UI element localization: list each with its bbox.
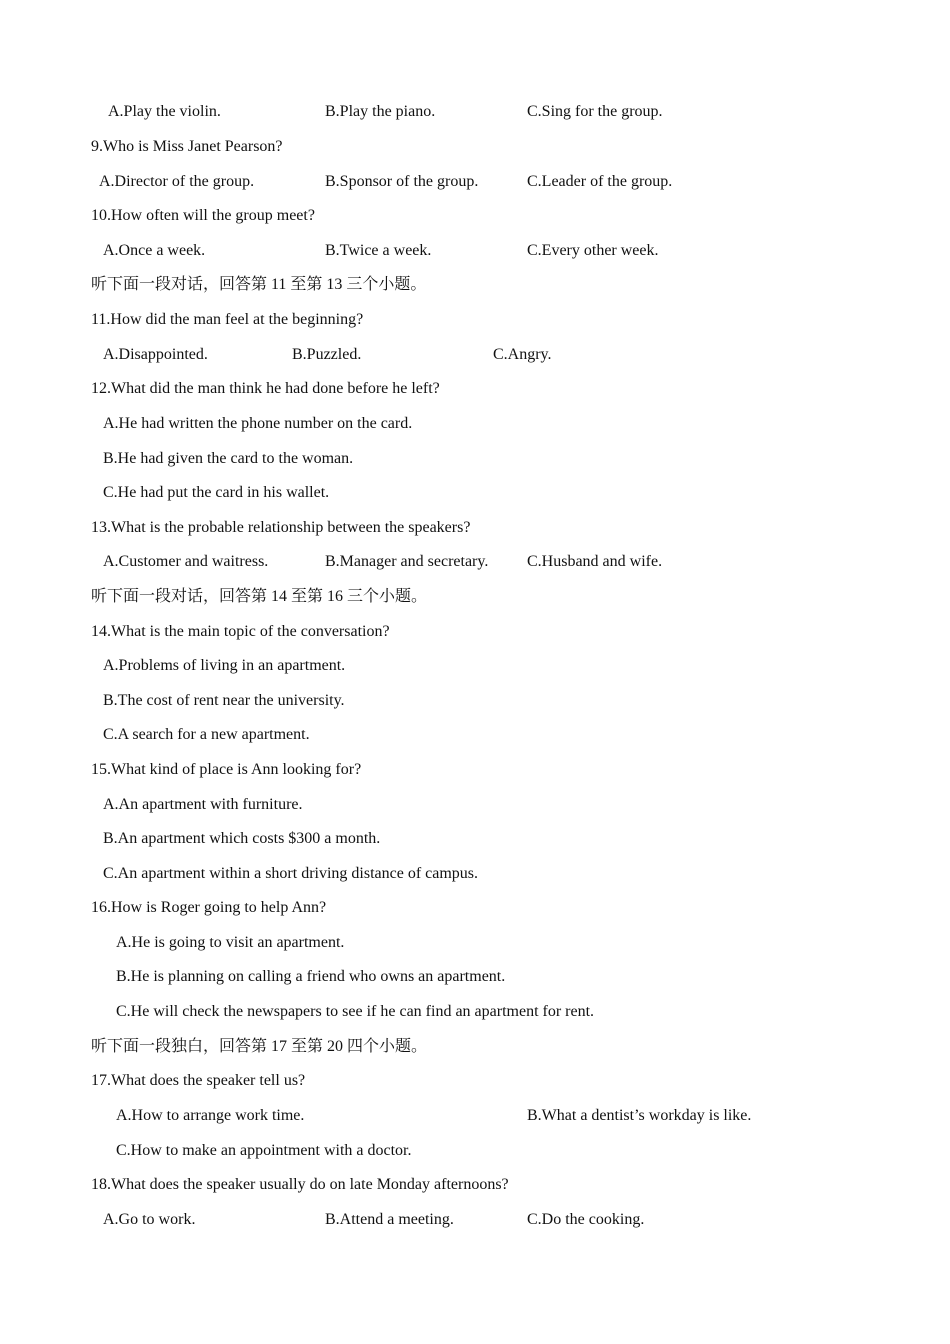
q14-option-c: C.A search for a new apartment. [103,726,310,743]
q13-option-c: C.Husband and wife. [527,553,663,570]
q10-option-a: A.Once a week. [103,242,206,259]
q13-option-a: A.Customer and waitress. [103,553,269,570]
q16-option-b: B.He is planning on calling a friend who owns an apartment. [116,968,506,985]
q13-option-b: B.Manager and secretary. [325,553,489,570]
q18-question: 18.What does the speaker usually do on late Monday afternoons? [91,1176,509,1193]
q18-option-c: C.Do the cooking. [527,1211,645,1228]
q16-option-a: A.He is going to visit an apartment. [116,934,345,951]
section-heading-11-13: 听下面一段对话，回答第 11 至第 13 三个小题。 [91,276,427,293]
q13-question: 13.What is the probable relationship between the speakers? [91,519,471,536]
q11-option-a: A.Disappointed. [103,346,208,363]
q10-question: 10.How often will the group meet? [91,207,315,224]
q15-question: 15.What kind of place is Ann looking for? [91,761,362,778]
q17-question: 17.What does the speaker tell us? [91,1072,306,1089]
q18-option-b: B.Attend a meeting. [325,1211,454,1228]
q12-option-a: A.He had written the phone number on the card. [103,415,413,432]
q12-question: 12.What did the man think he had done before he left? [91,380,440,397]
q9-option-a: A.Director of the group. [99,173,255,190]
q8-option-c: C.Sing for the group. [527,103,663,120]
q11-question: 11.How did the man feel at the beginning? [91,311,364,328]
q14-question: 14.What is the main topic of the conversation? [91,623,390,640]
q10-option-c: C.Every other week. [527,242,659,259]
q9-option-c: C.Leader of the group. [527,173,673,190]
q15-option-c: C.An apartment within a short driving distance of campus. [103,865,479,882]
q10-option-b: B.Twice a week. [325,242,432,259]
q17-option-c: C.How to make an appointment with a doctor. [116,1142,412,1159]
section-heading-17-20: 听下面一段独白，回答第 17 至第 20 四个小题。 [91,1038,428,1055]
q11-option-c: C.Angry. [493,346,552,363]
q12-option-c: C.He had put the card in his wallet. [103,484,330,501]
q8-option-b: B.Play the piano. [325,103,436,120]
section-heading-14-16: 听下面一段对话，回答第 14 至第 16 三个小题。 [91,588,428,605]
q8-option-a: A.Play the violin. [108,103,221,120]
q9-option-b: B.Sponsor of the group. [325,173,479,190]
q9-question: 9.Who is Miss Janet Pearson? [91,138,283,155]
q14-option-b: B.The cost of rent near the university. [103,692,345,709]
q16-option-c: C.He will check the newspapers to see if he can find an apartment for rent. [116,1003,595,1020]
q14-option-a: A.Problems of living in an apartment. [103,657,346,674]
q11-option-b: B.Puzzled. [292,346,362,363]
q15-option-b: B.An apartment which costs $300 a month. [103,830,381,847]
q15-option-a: A.An apartment with furniture. [103,796,303,813]
q16-question: 16.How is Roger going to help Ann? [91,899,327,916]
q17-option-b: B.What a dentist’s workday is like. [527,1107,752,1124]
q18-option-a: A.Go to work. [103,1211,196,1228]
q17-option-a: A.How to arrange work time. [116,1107,305,1124]
q12-option-b: B.He had given the card to the woman. [103,450,354,467]
